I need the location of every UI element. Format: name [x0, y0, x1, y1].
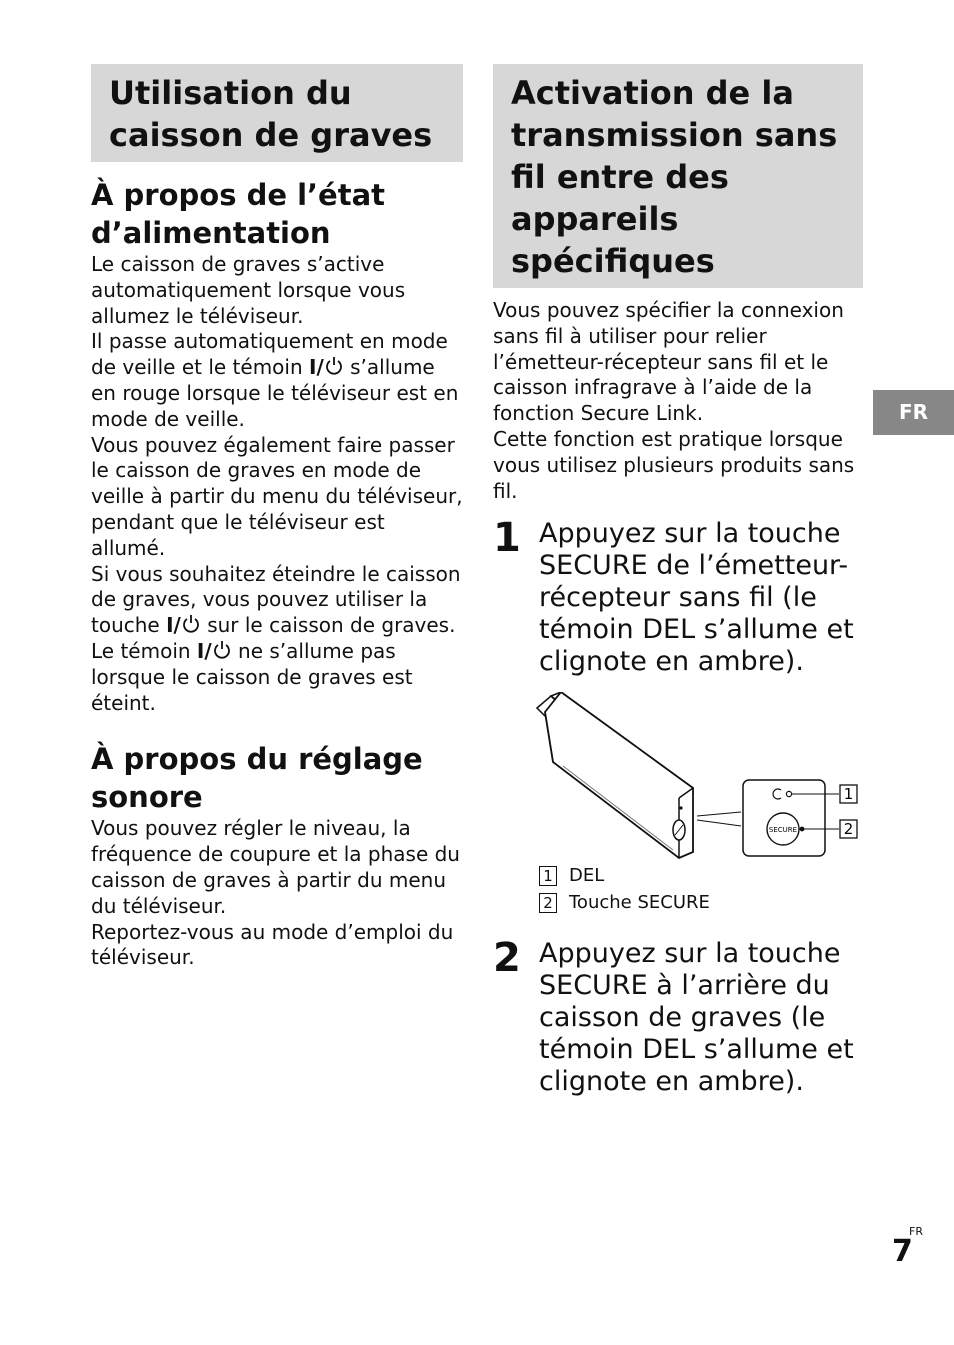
section-heading-subwoofer: Utilisation du caisson de graves: [91, 64, 463, 162]
step-number: 1: [493, 515, 521, 562]
sound-para-1: Vous pouvez régler le niveau, la fréquence de coupure et la phase du caisson de graves à partir du menu du téléviseur.: [91, 816, 460, 918]
legend-label: DEL: [569, 865, 605, 887]
step-2: [493, 935, 863, 1098]
power-para-3: Vous pouvez également faire passer le caisson de graves en mode de veille à partir du menu du téléviseur, pendant que le téléviseur est allumé.: [91, 432, 463, 560]
power-para-4: Si vous souhaitez éteindre le caisson de graves, vous pouvez utiliser la touche I/ sur le caisson de graves. Le témoin I/ ne s’allume pas lorsque le caisson de graves est éteint.: [91, 561, 461, 715]
power-symbol: I/: [166, 613, 201, 637]
legend-number: 2: [539, 893, 557, 913]
section-heading-secure-link: Activation de la transmission sans fil entre des appareils spécifiques: [493, 64, 863, 288]
transceiver-illustration: [493, 692, 863, 862]
power-para-1: Le caisson de graves s’active automatiquement lorsque vous allumez le téléviseur.: [91, 252, 406, 328]
left-column: [91, 64, 463, 971]
subheading-power-state: À propos de l’état d’alimentation: [91, 178, 386, 250]
language-tab: FR: [873, 390, 954, 435]
step-number: 2: [493, 935, 521, 982]
figure-legend: [539, 862, 863, 916]
power-icon: [324, 356, 344, 376]
secure-button-label: SECURE: [768, 826, 798, 835]
subheading-sound-settings: À propos du réglage sonore: [91, 742, 423, 815]
step-text: Appuyez sur la touche SECURE à l’arrière du caisson de graves (le témoin DEL s’allume et clignote en ambre).: [539, 938, 854, 1098]
callout-1: 1: [843, 785, 854, 804]
page-number: 7: [892, 1234, 913, 1269]
legend-item: [539, 889, 863, 916]
page-language-code: FR: [909, 1225, 923, 1238]
sound-para-2: Reportez-vous au mode d’emploi du téléviseur.: [91, 919, 454, 970]
legend-number: 1: [539, 866, 557, 886]
power-icon: [212, 640, 232, 660]
intro-para-2: Cette fonction est pratique lorsque vous utilisez plusieurs produits sans fil.: [493, 426, 855, 503]
legend-label: Touche SECURE: [569, 892, 710, 914]
power-symbol: I/: [309, 355, 344, 379]
step-text: Appuyez sur la touche SECURE de l’émetteur- récepteur sans fil (le témoin DEL s’allume et clignote en ambre).: [539, 518, 854, 678]
transceiver-device-icon: [493, 692, 863, 862]
intro-para-1: Vous pouvez spécifier la connexion sans fil à utiliser pour relier l’émetteur-récepteur sans fil et le caisson infragrave à l’aide de la fonction Secure Link.: [493, 298, 844, 426]
legend-item: [539, 862, 863, 889]
callout-2: 2: [843, 820, 854, 839]
right-column: [493, 64, 863, 1098]
power-para-2: Il passe automatiquement en mode de veille et le témoin I/ s’allume en rouge lorsque le téléviseur est en mode de veille.: [91, 329, 459, 431]
power-symbol: I/: [197, 639, 232, 663]
step-1: [493, 515, 863, 678]
power-icon: [181, 614, 201, 634]
